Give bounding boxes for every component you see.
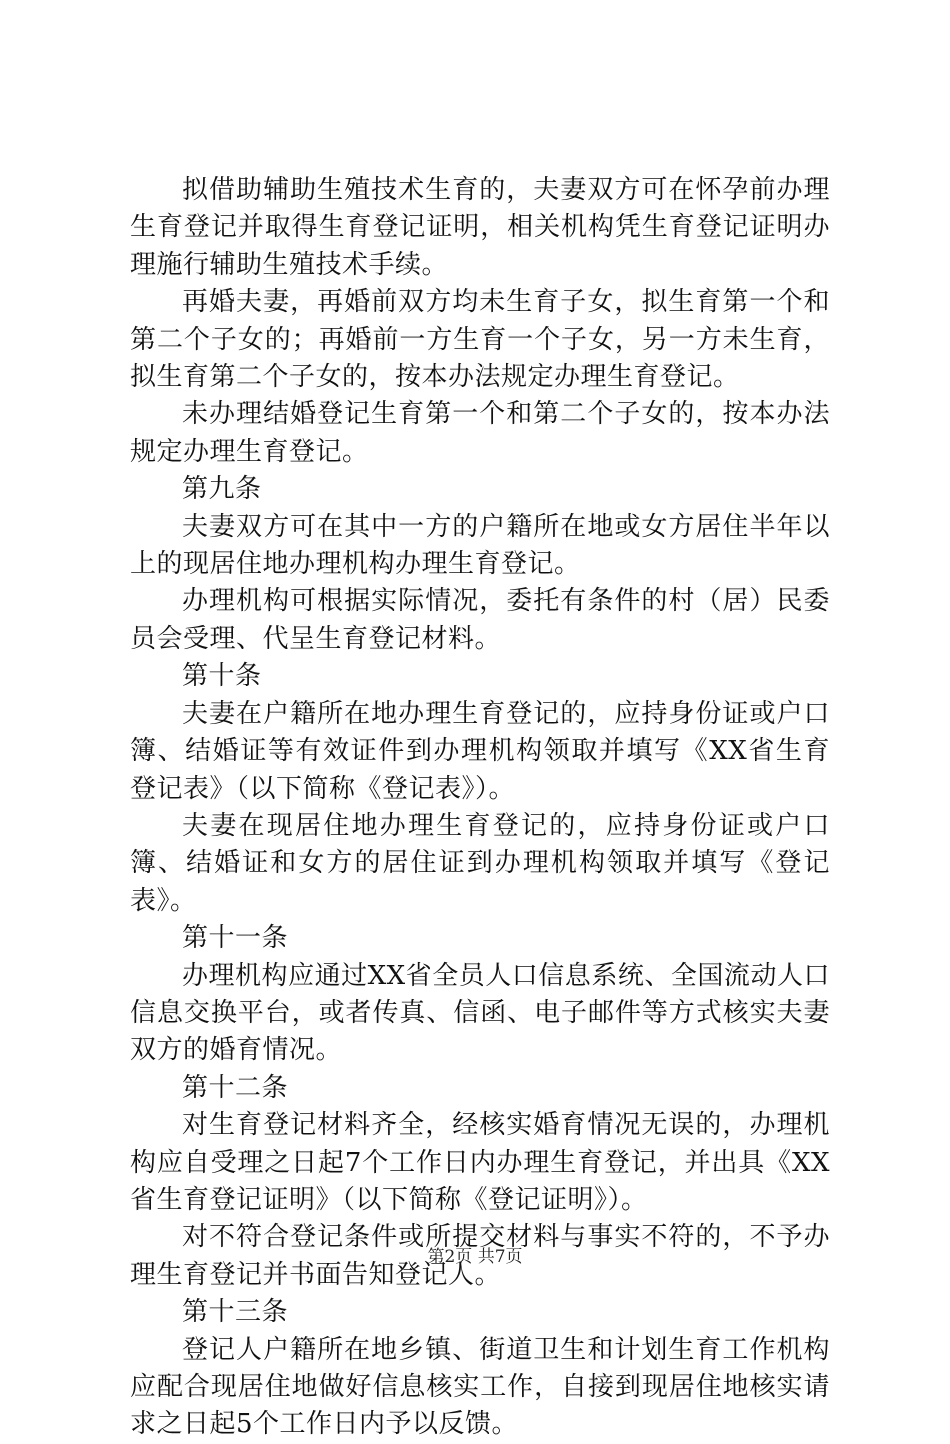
article-heading-13: 第十三条 [182,1297,289,1328]
paragraph-remarried-couples: 再婚夫妻，再婚前双方均未生育子女，拟生育第一个和第二个子女的；再婚前一方生育一个子女，另一方未生育，拟生育第二个子女的，按本办法规定办理生育登记。 [130,287,830,393]
article-heading-12: 第十二条 [182,1072,289,1103]
paragraph-verification-methods: 办理机构应通过XX省全员人口信息系统、全国流动人口信息交换平台，或者传真、信函、电子邮件等方式核实夫妻双方的婚育情况。 [130,960,830,1066]
paragraph-entrusted-committee: 办理机构可根据实际情况，委托有条件的村（居）民委员会受理、代呈生育登记材料。 [130,586,830,654]
paragraph-residence-registration: 夫妻在现居住地办理生育登记的，应持身份证或户口簿、结婚证和女方的居住证到办理机构领取并填写《登记表》。 [130,810,830,916]
paragraph-rejection: 对不符合登记条件或所提交材料与事实不符的，不予办理生育登记并书面告知登记人。 [130,1222,830,1290]
paragraph-verification-feedback: 登记人户籍所在地乡镇、街道卫生和计划生育工作机构应配合现居住地做好信息核实工作，自接到现居住地核实请求之日起5个工作日内予以反馈。 [130,1334,830,1440]
paragraph-household-registration: 夫妻在户籍所在地办理生育登记的，应持身份证或户口簿、结婚证等有效证件到办理机构领取并填写《XX省生育登记表》（以下简称《登记表》）。 [130,698,830,804]
paragraph-unmarried-birth: 未办理结婚登记生育第一个和第二个子女的，按本办法规定办理生育登记。 [130,399,830,467]
paragraph-assisted-reproduction: 拟借助辅助生殖技术生育的，夫妻双方可在怀孕前办理生育登记并取得生育登记证明，相关机构凭生育登记证明办理施行辅助生殖技术手续。 [130,175,830,280]
article-heading-11: 第十一条 [182,923,289,954]
paragraph-registration-location: 夫妻双方可在其中一方的户籍所在地或女方居住半年以上的现居住地办理机构办理生育登记。 [130,511,830,580]
article-heading-9: 第九条 [182,474,262,505]
page-number-footer: 第2页 共7页 [427,1247,523,1267]
article-heading-10: 第十条 [182,661,262,692]
paragraph-processing-time: 对生育登记材料齐全，经核实婚育情况无误的，办理机构应自受理之日起7个工作日内办理生育登记，并出具《XX省生育登记证明》（以下简称《登记证明》）。 [130,1110,830,1215]
